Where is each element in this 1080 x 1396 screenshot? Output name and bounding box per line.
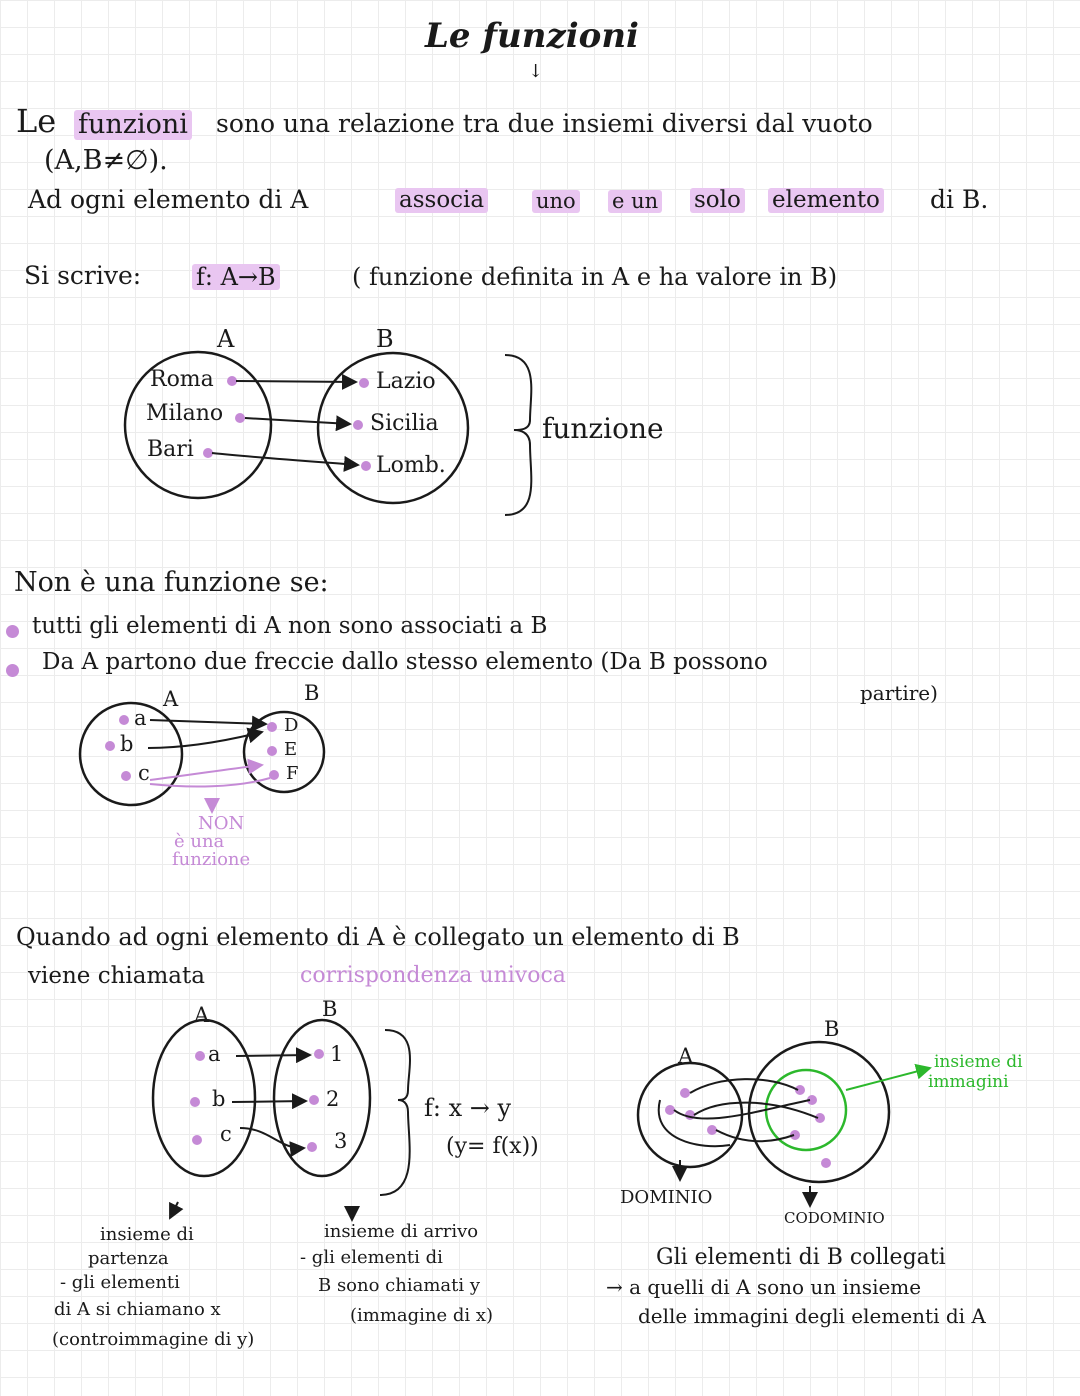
diagram2-a-item: a xyxy=(134,706,147,730)
set-b-item: Lomb. xyxy=(376,453,446,478)
diagram3-b-item: 2 xyxy=(326,1087,340,1111)
non-funzione-note: NON xyxy=(198,813,245,834)
diagram2-label-a: A xyxy=(163,687,179,711)
note-left: partenza xyxy=(88,1248,169,1269)
dominio-note: Gli elementi di B collegati xyxy=(656,1245,946,1270)
non-funzione-note: funzione xyxy=(172,849,251,870)
diagram2-a-item: b xyxy=(120,732,134,756)
note-mid: - gli elementi di xyxy=(300,1247,443,1268)
diagram4-label-b: B xyxy=(824,1017,840,1041)
intro-line3-f: elemento xyxy=(768,188,884,213)
univoca-line2-a: viene chiamata xyxy=(28,963,205,989)
intro-line3-e: solo xyxy=(690,188,745,213)
page-title: Le funzioni xyxy=(425,16,639,56)
diagram3-label-b: B xyxy=(322,997,338,1021)
diagram2-b-item: F xyxy=(286,763,299,784)
diagram1-arrows xyxy=(212,381,358,465)
diagram2-a-item: c xyxy=(138,761,150,785)
note-left: di A si chiamano x xyxy=(54,1299,221,1320)
diagram3-a-item: b xyxy=(212,1087,226,1111)
diagram3-a-item: a xyxy=(208,1042,221,1066)
non-funzione-note: è una xyxy=(174,831,225,852)
brace-label: funzione xyxy=(542,412,664,445)
note-left: - gli elementi xyxy=(60,1272,180,1293)
image-label: immagini xyxy=(928,1072,1009,1092)
intro-line1-a: Le xyxy=(16,102,57,140)
arrow-partenza-icon xyxy=(170,1202,178,1218)
set-a-item: Bari xyxy=(147,437,194,462)
formula2: (y= f(x)) xyxy=(446,1134,539,1159)
note-mid: B sono chiamati y xyxy=(318,1275,481,1296)
title-arrow-icon: ↓ xyxy=(528,61,544,82)
image-label: insieme di xyxy=(934,1052,1023,1072)
diagram4-label-a: A xyxy=(678,1044,694,1068)
diagram3-label-a: A xyxy=(194,1003,210,1027)
univoca-line1: Quando ad ogni elemento di A è collegato un elemento di B xyxy=(16,923,740,951)
dominio-note: → a quelli di A sono un insieme xyxy=(606,1275,922,1299)
intro-line3-c: uno xyxy=(532,190,580,213)
formula1: f: x → y xyxy=(424,1094,512,1122)
set-a-item: Milano xyxy=(146,401,224,426)
diagram2-label-b: B xyxy=(304,681,320,705)
intro-line2: (A,B≠∅). xyxy=(44,145,168,176)
diagram1-label-b: B xyxy=(376,325,394,353)
diagram3-a-item: c xyxy=(220,1122,232,1146)
intro-line3-g: di B. xyxy=(930,185,989,214)
set-b-item: Lazio xyxy=(376,369,436,394)
intro-line1-b: funzioni xyxy=(74,110,192,140)
non-funzione-bullet1: tutti gli elementi di A non sono associati a B xyxy=(32,613,548,639)
brace-icon-2 xyxy=(380,1030,410,1195)
dominio-label: DOMINIO xyxy=(620,1187,713,1208)
non-funzione-bullet2-b: partire) xyxy=(860,681,938,705)
intro-line4-b: f: A→B xyxy=(192,264,280,290)
diagram2-b-item: D xyxy=(284,715,299,736)
non-funzione-heading: Non è una funzione se: xyxy=(14,567,329,598)
set-a-item: Roma xyxy=(150,367,214,392)
diagram3-b-item: 1 xyxy=(330,1042,344,1066)
diagram3-b-item: 3 xyxy=(334,1129,348,1153)
diagram1-label-a: A xyxy=(217,325,235,353)
intro-line4-c: ( funzione definita in A e ha valore in B) xyxy=(352,263,838,291)
note-mid: (immagine di x) xyxy=(350,1305,494,1326)
non-funzione-bullet2-a: Da A partono due freccie dallo stesso elemento (Da B possono xyxy=(42,649,768,675)
intro-line3-b: associa xyxy=(395,188,488,213)
note-mid: insieme di arrivo xyxy=(324,1221,479,1242)
intro-line4-a: Si scrive: xyxy=(24,261,142,290)
diagram2-b-item: E xyxy=(284,739,298,760)
codominio-label: CODOMINIO xyxy=(784,1209,885,1227)
bullet-icon xyxy=(6,625,19,638)
diagram4-points xyxy=(665,1085,831,1168)
note-left: insieme di xyxy=(100,1224,194,1245)
set-b-item: Sicilia xyxy=(370,411,439,436)
note-left: (controimmagine di y) xyxy=(52,1329,255,1350)
intro-line3-a: Ad ogni elemento di A xyxy=(28,185,309,214)
bullet-icon xyxy=(6,664,19,677)
intro-line1-c: sono una relazione tra due insiemi diversi dal vuoto xyxy=(216,109,873,138)
arrow-immagini-icon xyxy=(846,1068,930,1090)
univoca-line2-b: corrispondenza univoca xyxy=(300,963,566,988)
intro-line3-d: e un xyxy=(608,190,662,213)
dominio-note: delle immagini degli elementi di A xyxy=(638,1304,986,1328)
brace-icon xyxy=(505,355,531,515)
diagram3-arrows xyxy=(232,1055,310,1148)
